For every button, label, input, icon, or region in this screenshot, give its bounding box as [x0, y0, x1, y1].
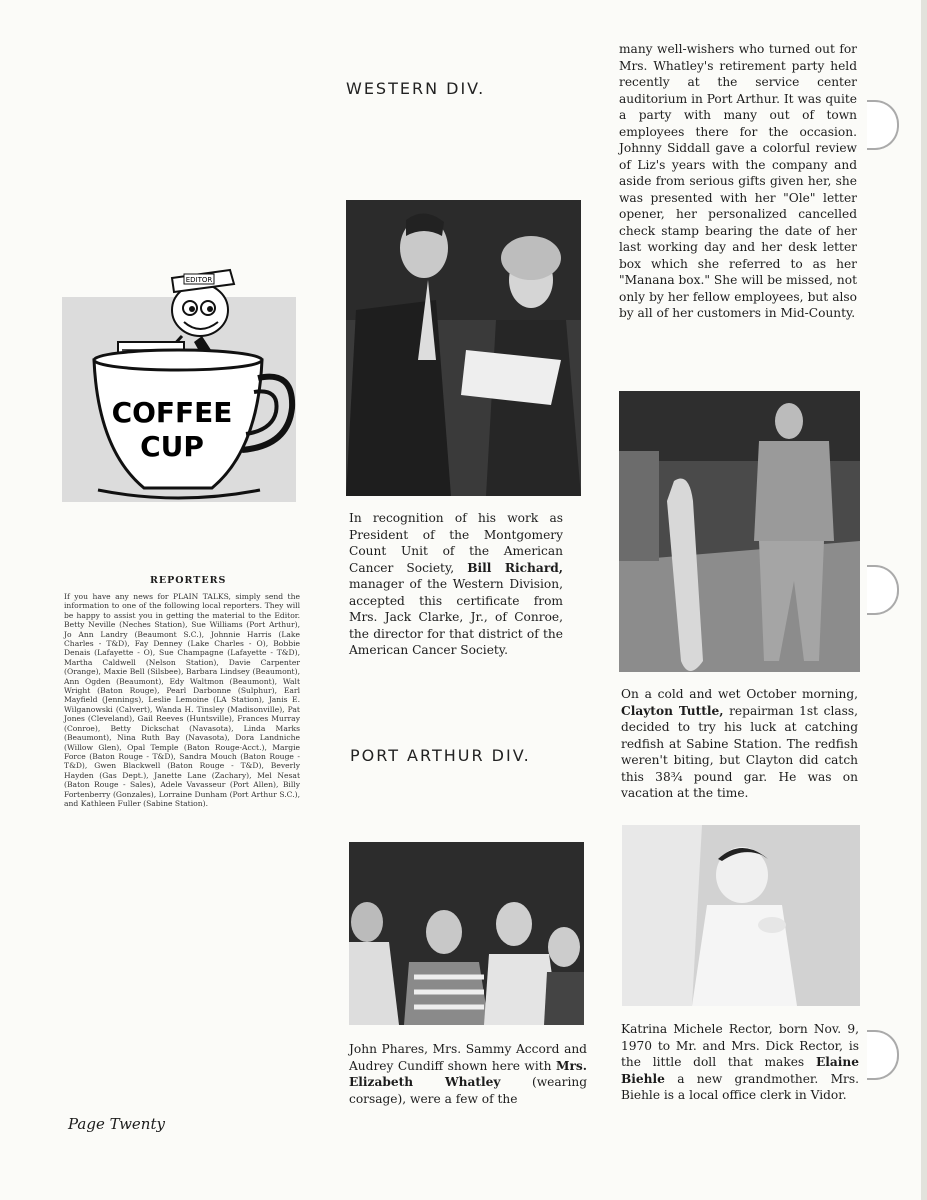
caption-clayton-tuttle [621, 686, 858, 802]
page-edge [921, 0, 927, 1200]
reporters-title: REPORTERS [150, 575, 227, 586]
coffee-cup-logo [62, 250, 296, 502]
binder-hole [867, 1030, 899, 1080]
caption-text: (wearing corsage), were a few of the [349, 1075, 587, 1106]
binder-hole [867, 565, 899, 615]
caption-katrina-rector [621, 1021, 859, 1104]
caption-text: repairman 1st class, decided to try his luck at catching redfish at Sabine Station. The redfish weren't biting, but Clayton did catch this 38¾ pound gar. He was on vacation at the time. [621, 703, 858, 800]
port-arthur-division-heading: PORT ARTHUR DIV. [350, 746, 531, 765]
logo-line1: COFFEE [111, 396, 233, 429]
reporters-list: If you have any news for PLAIN TALKS, simply send the information to one of the following local reporters. They will be happy to assist you in getting the material to the Editor. Betty Neville (Neches Station), Sue Williams (Port Arthur), Jo Ann Landry (Beaumont S.C.), Johnnie Harris (Lake Charles - T&D), Fay Denney (Lake Charles - O), Bobbie Denais (Lafayette - O), Sue Champagne (Lafayette - T&D), Martha Caldwell (Nelson Station), Davie Carpenter (Orange), Maxie Bell (Silsbee), Barbara Lindsey (Beaumont), Ann Ogden (Beaumont), Edy Waltmon (Beaumont), Walt Wright (Baton Rouge), Pearl Darbonne (Sulphur), Earl Mayfield (Jennings), Leslie Lemoine (LA Station), Janis E. Wilganowski (Calvert), Wanda H. Tinsley (Madisonville), Pat Jones (Cleveland), Gail Reeves (Huntsville), Frances Murray (Conroe), Betty Dickschat (Navasota), Linda Marks (Beaumont), Nina Ruth Bay (Navasota), Dora Landniche (Willow Glen), Opal Temple (Baton Rouge-Acct.), Margie Force (Baton Rouge - T&D), Sandra Mouch (Baton Rouge - T&D), Gwen Blackwell (Baton Rouge - T&D), Beverly Hayden (Gas Dept.), Janette Lane (Zachary), Mel Nesat (Baton Rouge - Sales), Adele Vavasseur (Port Allen), Billy Fortenberry (Gonzales), Lorraine Dunham (Port Arthur S.C.), and Kathleen Fuller (Sabine Station). [64, 592, 300, 808]
caption-name: Mrs. Elizabeth Whatley [349, 1058, 588, 1089]
caption-text: John Phares, Mrs. Sammy Accord and Audrey Cundiff shown here with [349, 1042, 587, 1073]
caption-name: Elaine Biehle [621, 1055, 859, 1086]
photo-clayton-tuttle [619, 391, 860, 672]
photo-katrina-rector [622, 825, 860, 1006]
caption-name: Bill Richard, [467, 560, 563, 575]
caption-name: Clayton Tuttle, [621, 703, 724, 718]
caption-retirement-continued: many well-wishers who turned out for Mrs. Whatley's retirement party held recently at the service center auditorium in Port Arthur. It was quite a party with many out of town employees there for the occasion. Johnny Siddall gave a colorful review of Liz's years with the company and aside from serious gifts given her, she was presented with her "Ole" letter opener, her personalized cancelled check stamp bearing the date of her last working day and her desk letter box which she referred to as her "Manana box." She will be missed, not only by her fellow employees, but also by all of her customers in Mid-County. [619, 42, 857, 320]
binder-hole [867, 100, 899, 150]
caption-text: Katrina Michele Rector, born Nov. 9, 1970 to Mr. and Mrs. Dick Rector, is the little doll that makes [621, 1022, 859, 1069]
logo-line2: CUP [140, 430, 204, 463]
page-number: Page Twenty [68, 1115, 165, 1133]
western-division-heading: WESTERN DIV. [346, 79, 486, 98]
caption-text: manager of the Western Division, accepted this certificate from Mrs. Jack Clarke, Jr., of Conroe, the director for that district of the American Cancer Society. [349, 577, 563, 657]
caption-text: On a cold and wet October morning, [621, 687, 858, 701]
hat-label: EDITOR [185, 276, 213, 284]
caption-bill-richard [349, 510, 563, 659]
photo-retirement-party [349, 842, 584, 1025]
caption-text: a new grandmother. Mrs. Biehle is a local office clerk in Vidor. [621, 1071, 859, 1102]
photo-bill-richard [346, 200, 581, 496]
coffee-cup-illustration [62, 250, 296, 502]
caption-retirement-party [349, 1041, 587, 1107]
caption-text: In recognition of his work as President of the Montgomery Count Unit of the American Cancer Society, [349, 511, 563, 575]
